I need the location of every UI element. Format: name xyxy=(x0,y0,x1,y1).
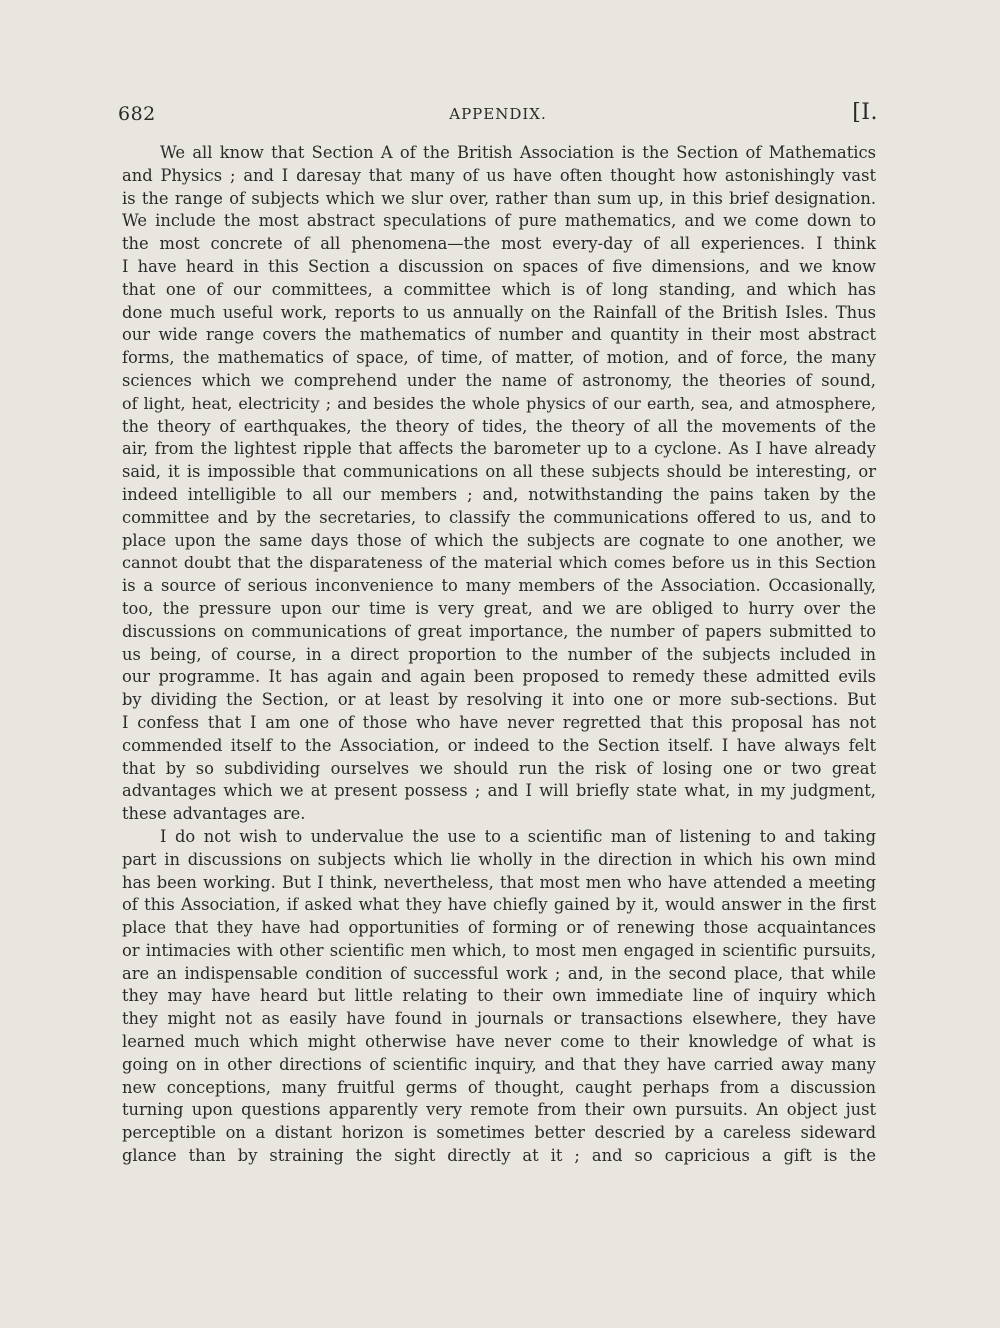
text-line: commended itself to the Association, or indeed to the Section itself. I have always felt xyxy=(122,735,876,755)
text-line: is the range of subjects which we slur over, rather than sum up, in this brief designation. xyxy=(122,188,876,208)
text-line: place upon the same days those of which the subjects are cognate to one another, we xyxy=(122,530,876,550)
text-line: or intimacies with other scientific men which, to most men engaged in scientific pursuits, xyxy=(122,940,876,960)
text-line: they might not as easily have found in journals or transactions elsewhere, they have xyxy=(122,1009,876,1029)
page-number: 682 xyxy=(118,103,156,125)
text-line: forms, the mathematics of space, of time, of matter, of motion, and of force, the many xyxy=(122,348,876,368)
text-line: our programme. It has again and again been proposed to remedy these admitted evils xyxy=(122,667,876,687)
text-line: going on in other directions of scientific inquiry, and that they have carried away many xyxy=(122,1054,876,1074)
text-line: is a source of serious inconvenience to many members of the Association. Occasionally, xyxy=(122,576,876,596)
text-line: learned much which might otherwise have never come to their knowledge of what is xyxy=(122,1032,876,1052)
text-line: said, it is impossible that communications on all these subjects should be interesting, or xyxy=(122,462,876,482)
paragraph-1 xyxy=(122,142,876,826)
text-line: that one of our committees, a committee which is of long standing, and which has xyxy=(122,279,876,299)
page-header xyxy=(118,100,878,129)
paragraph-2 xyxy=(122,826,876,1168)
text-line: new conceptions, many fruitful germs of thought, caught perhaps from a discussion xyxy=(122,1077,876,1097)
text-line: of this Association, if asked what they have chiefly gained by it, would answer in the first xyxy=(122,895,876,915)
text-line: We include the most abstract speculations of pure mathematics, and we come down to xyxy=(122,211,876,231)
text-line: advantages which we at present possess ; and I will briefly state what, in my judgment, xyxy=(122,781,876,801)
text-line: by dividing the Section, or at least by resolving it into one or more sub-sections. But xyxy=(122,690,876,710)
text-line: perceptible on a distant horizon is sometimes better descried by a careless sideward xyxy=(122,1123,876,1143)
text-line: done much useful work, reports to us annually on the Rainfall of the British Isles. Thus xyxy=(122,302,876,322)
text-line: they may have heard but little relating to their own immediate line of inquiry which xyxy=(122,986,876,1006)
text-line: turning upon questions apparently very remote from their own pursuits. An object just xyxy=(122,1100,876,1120)
text-line: these advantages are. xyxy=(122,804,306,824)
body-text xyxy=(122,142,876,1168)
text-line: I have heard in this Section a discussion on spaces of five dimensions, and we know xyxy=(122,256,876,276)
section-mark: [I. xyxy=(852,100,878,125)
text-line: are an indispensable condition of successful work ; and, in the second place, that while xyxy=(122,963,876,983)
text-line: our wide range covers the mathematics of number and quantity in their most abstract xyxy=(122,325,876,345)
text-line: that by so subdividing ourselves we should run the risk of losing one or two great xyxy=(122,758,876,778)
text-line: We all know that Section A of the British Association is the Section of Mathematics xyxy=(160,143,876,162)
text-line: sciences which we comprehend under the name of astronomy, the theories of sound, xyxy=(122,370,876,390)
text-line: place that they have had opportunities of forming or of renewing those acquaintances xyxy=(122,918,876,938)
text-line: discussions on communications of great importance, the number of papers submitted to xyxy=(122,621,876,641)
text-line: too, the pressure upon our time is very great, and we are obliged to hurry over the xyxy=(122,598,876,618)
text-line: part in discussions on subjects which lie wholly in the direction in which his own mind xyxy=(122,849,876,869)
text-line: of light, heat, electricity ; and besides the whole physics of our earth, sea, and atmosphere, xyxy=(122,393,876,413)
text-line: and Physics ; and I daresay that many of us have often thought how astonishingly vast xyxy=(122,165,876,185)
text-line: the theory of earthquakes, the theory of tides, the theory of all the movements of the xyxy=(122,416,876,436)
text-line: air, from the lightest ripple that affects the barometer up to a cyclone. As I have already xyxy=(122,439,876,459)
text-line: the most concrete of all phenomena—the most every-day of all experiences. I think xyxy=(122,234,876,254)
text-line: has been working. But I think, nevertheless, that most men who have attended a meeting xyxy=(122,872,876,892)
text-line: I do not wish to undervalue the use to a scientific man of listening to and taking xyxy=(160,826,876,846)
text-line: cannot doubt that the disparateness of the material which comes before us in this Section xyxy=(122,553,876,573)
text-line: I confess that I am one of those who have never regretted that this proposal has not xyxy=(122,712,876,732)
running-head: APPENDIX. xyxy=(449,105,547,123)
text-line: indeed intelligible to all our members ; and, notwithstanding the pains taken by the xyxy=(122,484,876,504)
text-line: committee and by the secretaries, to classify the communications offered to us, and to xyxy=(122,507,876,527)
text-line: glance than by straining the sight directly at it ; and so capricious a gift is the xyxy=(122,1146,876,1166)
text-line: us being, of course, in a direct proportion to the number of the subjects included in xyxy=(122,644,876,664)
